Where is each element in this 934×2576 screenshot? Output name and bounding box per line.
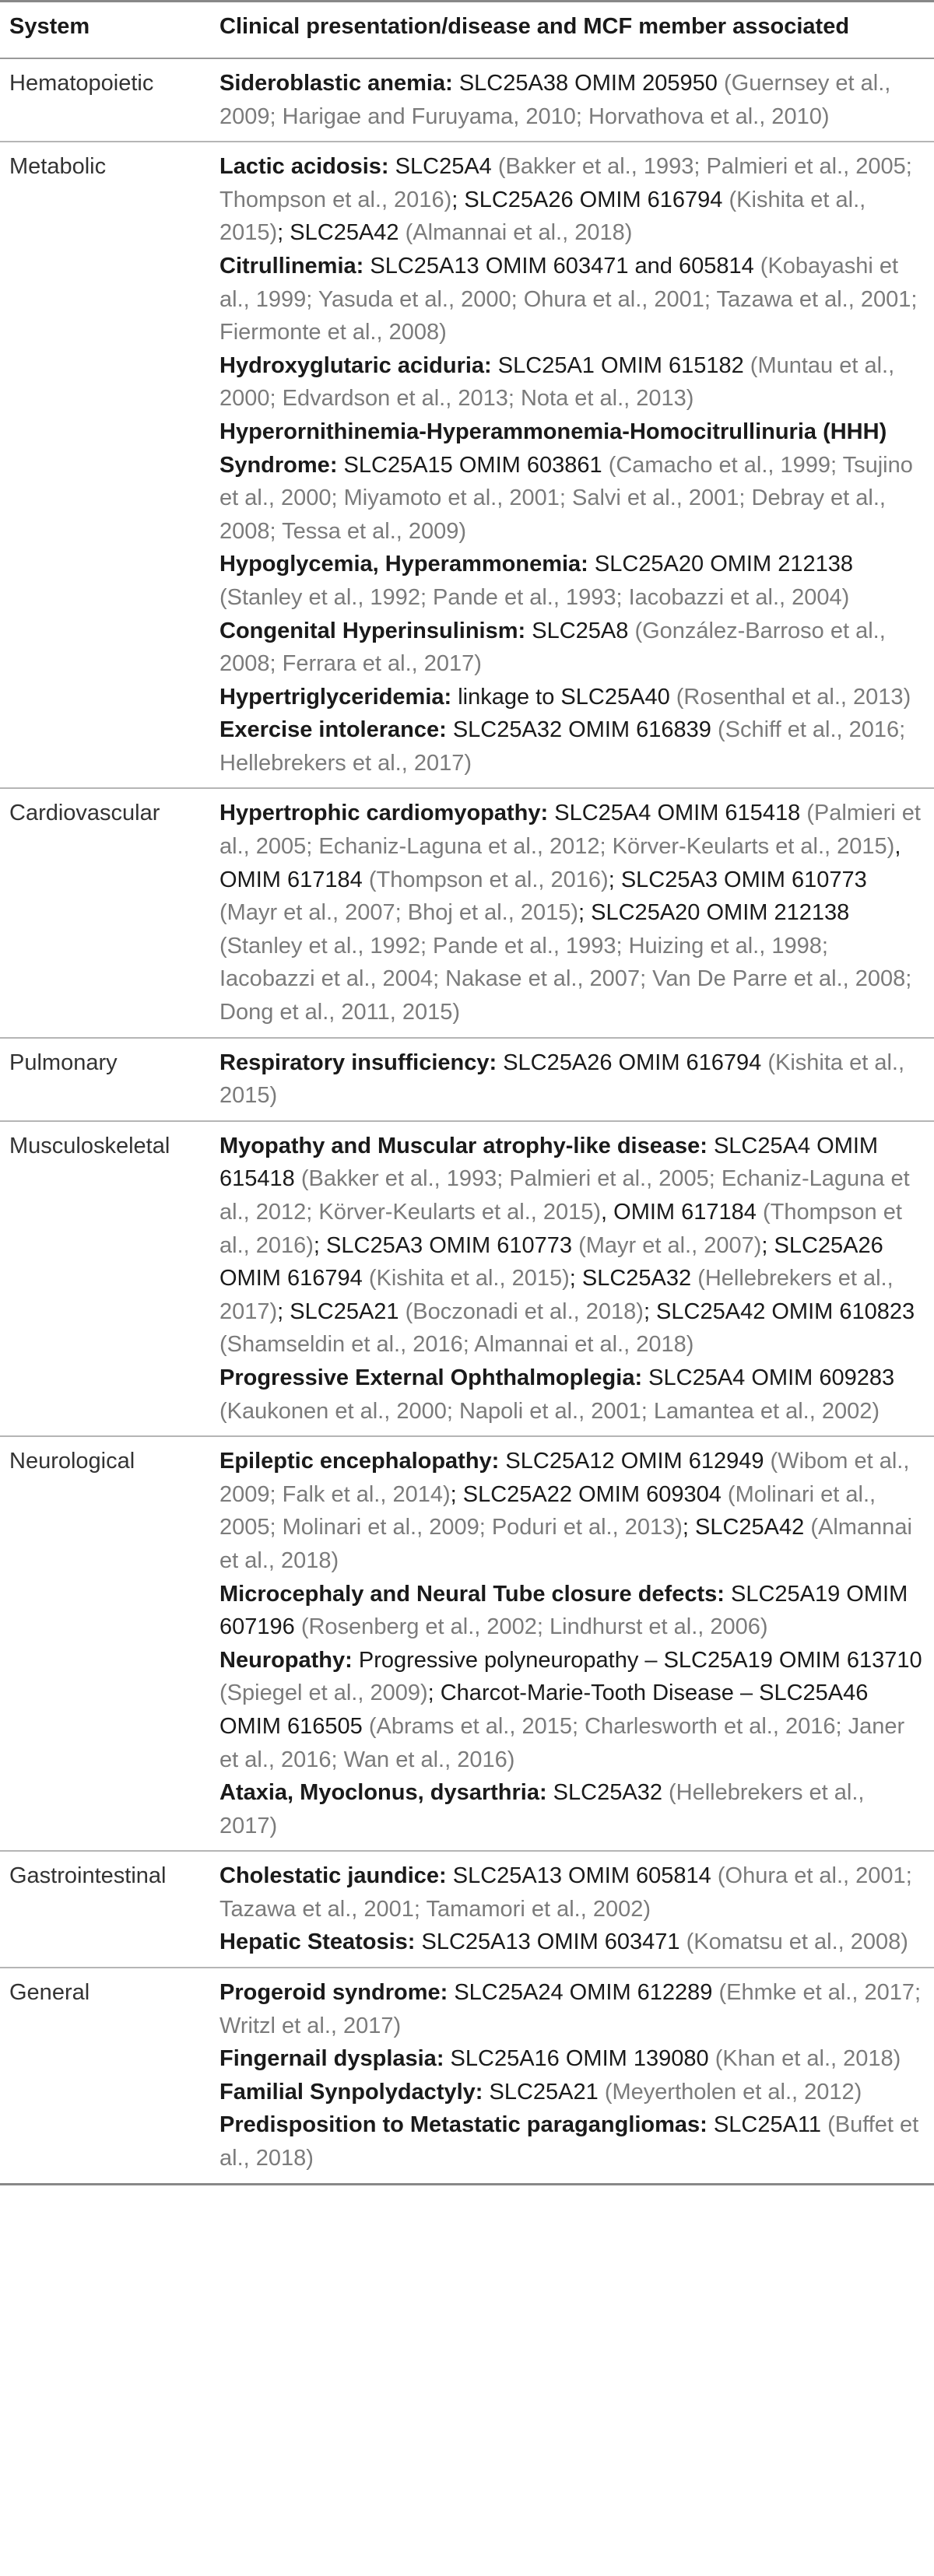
disease-entry	[219, 681, 925, 714]
gene-text: SLC25A8	[525, 618, 635, 643]
gene-text: ; SLC25A26 OMIM 616794	[219, 1232, 883, 1292]
gene-text: SLC25A32 OMIM 616839	[446, 717, 718, 743]
presentation-cell	[210, 1121, 934, 1436]
citation-text: (Palmieri et al., 2005; Echaniz-Laguna et al., 2012; Körver-Keularts et al., 2015)	[219, 801, 921, 860]
disease-name: Progeroid syndrome:	[219, 1980, 448, 2006]
disease-name: Exercise intolerance:	[219, 717, 447, 743]
gene-text: SLC25A24 OMIM 612289	[448, 1980, 719, 2006]
disease-name: Progressive External Ophthalmoplegia:	[219, 1365, 643, 1390]
system-cell: Pulmonary	[0, 1038, 210, 1121]
citation-text: (Kaukonen et al., 2000; Napoli et al., 2001; Lamantea et al., 2002)	[219, 1398, 880, 1424]
gene-text: SLC25A4 OMIM 615418	[548, 801, 807, 826]
gene-text: SLC25A13 OMIM 605814	[446, 1863, 718, 1889]
disease-entry	[219, 1445, 925, 1577]
disease-entry	[219, 713, 925, 780]
citation-text: (Rosenberg et al., 2002; Lindhurst et al., 2006)	[300, 1614, 768, 1640]
disease-entry	[219, 349, 925, 415]
citation-text: (Meyertholen et al., 2012)	[604, 2079, 862, 2105]
system-cell: Neurological	[0, 1436, 210, 1851]
disease-entry	[219, 1644, 925, 1776]
system-cell: Cardiovascular	[0, 788, 210, 1037]
disease-entry	[219, 2108, 925, 2175]
disease-name: Hypertrophic cardiomyopathy:	[219, 801, 549, 826]
gene-text: ; SLC25A3 OMIM 610773	[313, 1232, 579, 1258]
presentation-cell	[210, 142, 934, 788]
gene-text: SLC25A38 OMIM 205950	[452, 71, 724, 96]
gene-text: ; SLC25A32	[569, 1266, 698, 1292]
system-cell: Gastrointestinal	[0, 1851, 210, 1968]
disease-name: Myopathy and Muscular atrophy-like disease:	[219, 1133, 708, 1158]
citation-text: (Almannai et al., 2018)	[405, 220, 633, 246]
table-row	[0, 1968, 934, 2184]
citation-text: (Boczonadi et al., 2018)	[405, 1299, 644, 1324]
disease-name: Ataxia, Myoclonus, dysarthria:	[219, 1780, 547, 1806]
citation-text: (Kishita et al., 2015)	[219, 1050, 905, 1109]
disease-entry	[219, 1362, 925, 1428]
system-cell: Metabolic	[0, 142, 210, 788]
gene-text: SLC25A12 OMIM 612949	[499, 1449, 771, 1474]
citation-text: (Kobayashi et al., 1999; Yasuda et al., 2000; Ohura et al., 2001; Tazawa et al., 2001; Fiermonte et al., 2008)	[219, 253, 918, 345]
citation-text: (Almannai et al., 2018)	[219, 1515, 912, 1573]
gene-text: ; SLC25A20 OMIM 212138	[578, 900, 850, 926]
gene-text: SLC25A20 OMIM 212138	[588, 552, 853, 577]
disease-name: Lactic acidosis:	[219, 154, 389, 180]
gene-text: SLC25A11	[707, 2112, 828, 2138]
gene-text: , OMIM 617184	[601, 1200, 763, 1225]
presentation-cell	[210, 1851, 934, 1968]
gene-text: SLC25A4	[388, 154, 498, 180]
citation-text: (Mayr et al., 2007; Bhoj et al., 2015)	[219, 900, 579, 926]
system-cell: Hematopoietic	[0, 58, 210, 142]
citation-text: (Khan et al., 2018)	[715, 2046, 901, 2072]
citation-text: (Buffet et al., 2018)	[219, 2112, 919, 2171]
citation-text: (Kishita et al., 2015)	[219, 187, 866, 246]
gene-text: SLC25A13 OMIM 603471 and 605814	[363, 253, 760, 279]
gene-text: ; SLC25A42	[277, 220, 406, 246]
disease-name: Familial Synpolydactyly:	[219, 2079, 483, 2105]
disease-name: Hepatic Steatosis:	[219, 1929, 416, 1955]
gene-text: ; SLC25A42	[682, 1515, 811, 1540]
citation-text: (Ehmke et al., 2017; Writzl et al., 2017)	[219, 1980, 922, 2038]
disease-name: Hypertriglyceridemia:	[219, 684, 452, 710]
citation-text: (Bakker et al., 1993; Palmieri et al., 2005; Echaniz-Laguna et al., 2012; Körver-Keularts et al., 2015)	[219, 1166, 910, 1225]
header-system: System	[0, 2, 210, 59]
disease-entry	[219, 2076, 925, 2109]
disease-name: Sideroblastic anemia:	[219, 71, 453, 96]
citation-text: (Molinari et al., 2005; Molinari et al., 2009; Poduri et al., 2013)	[219, 1481, 876, 1540]
citation-text: (Bakker et al., 1993; Palmieri et al., 2005; Thompson et al., 2016)	[219, 154, 912, 212]
citation-text: (Hellebrekers et al., 2017)	[219, 1266, 894, 1324]
citation-text: (Stanley et al., 1992; Pande et al., 1993; Huizing et al., 1998; Iacobazzi et al., 2004; Nakase et al., 2007; Van De Parre et al., 2008; Dong et al., 2011, 2015)	[219, 933, 912, 1025]
table-row	[0, 1121, 934, 1436]
citation-text: (Schiff et al., 2016; Hellebrekers et al., 2017)	[219, 717, 906, 776]
disease-entry	[219, 1926, 925, 1959]
disease-entry	[219, 150, 925, 250]
citation-text: (Muntau et al., 2000; Edvardson et al., 2013; Nota et al., 2013)	[219, 352, 895, 412]
system-cell: General	[0, 1968, 210, 2184]
citation-text: (Hellebrekers et al., 2017)	[219, 1780, 865, 1838]
table-row	[0, 1851, 934, 1968]
gene-text: ; SLC25A42 OMIM 610823	[643, 1299, 915, 1324]
gene-text: , OMIM 617184	[219, 834, 901, 892]
disease-entry	[219, 250, 925, 349]
disease-entry	[219, 67, 925, 133]
citation-text: (Rosenthal et al., 2013)	[676, 684, 911, 710]
citation-text: (Spiegel et al., 2009)	[219, 1681, 428, 1706]
citation-text: (Kishita et al., 2015)	[368, 1266, 570, 1292]
table-header-row	[0, 2, 934, 59]
presentation-cell	[210, 58, 934, 142]
gene-text: ; SLC25A3 OMIM 610773	[608, 867, 867, 892]
citation-text: (Thompson et al., 2016)	[368, 867, 609, 892]
disease-entry	[219, 1859, 925, 1926]
gene-text: SLC25A4 OMIM 609283	[642, 1365, 895, 1390]
disease-entry	[219, 415, 925, 548]
presentation-cell	[210, 1038, 934, 1121]
citation-text: (Wibom et al., 2009; Falk et al., 2014)	[219, 1449, 910, 1507]
disease-entry	[219, 1046, 925, 1113]
gene-text: SLC25A13 OMIM 603471	[415, 1929, 686, 1955]
citation-text: (Guernsey et al., 2009; Harigae and Furuyama, 2010; Horvathova et al., 2010)	[219, 71, 891, 129]
citation-text: (González-Barroso et al., 2008; Ferrara et al., 2017)	[219, 618, 886, 677]
table-row	[0, 1038, 934, 1121]
citation-text: (Stanley et al., 1992; Pande et al., 1993; Iacobazzi et al., 2004)	[219, 584, 850, 610]
citation-text: (Komatsu et al., 2008)	[686, 1929, 908, 1955]
disease-entry	[219, 1130, 925, 1362]
header-presentation: Clinical presentation/disease and MCF member associated	[210, 2, 934, 59]
table-row	[0, 788, 934, 1037]
disease-name: Epileptic encephalopathy:	[219, 1449, 500, 1474]
system-cell: Musculoskeletal	[0, 1121, 210, 1436]
gene-text: Progressive polyneuropathy – SLC25A19 OMIM 613710	[352, 1647, 922, 1673]
disease-entry	[219, 1776, 925, 1842]
disease-name: Cholestatic jaundice:	[219, 1863, 447, 1889]
citation-text: (Thompson et al., 2016)	[219, 1200, 902, 1258]
table-body	[0, 58, 934, 2184]
presentation-cell	[210, 788, 934, 1037]
disease-name: Congenital Hyperinsulinism:	[219, 618, 526, 643]
gene-text: SLC25A21	[483, 2079, 605, 2105]
disease-name: Hyperornithinemia-Hyperammonemia-Homocitrullinuria (HHH) Syndrome:	[219, 419, 887, 478]
gene-text: SLC25A32	[546, 1780, 669, 1806]
table-row	[0, 58, 934, 142]
gene-text: SLC25A4 OMIM 615418	[219, 1133, 879, 1192]
disease-name: Citrullinemia:	[219, 253, 364, 279]
gene-text: ; SLC25A22 OMIM 609304	[450, 1481, 728, 1507]
gene-text: SLC25A19 OMIM 607196	[219, 1581, 908, 1640]
table-row	[0, 142, 934, 788]
citation-text: (Abrams et al., 2015; Charlesworth et al., 2016; Janer et al., 2016; Wan et al., 2016)	[219, 1713, 905, 1772]
disease-name: Hydroxyglutaric aciduria:	[219, 352, 492, 378]
disease-name: Neuropathy:	[219, 1647, 353, 1673]
citation-text: (Shamseldin et al., 2016; Almannai et al., 2018)	[219, 1332, 694, 1358]
gene-text: SLC25A15 OMIM 603861	[337, 452, 609, 478]
gene-text: linkage to SLC25A40	[451, 684, 676, 710]
citation-text: (Ohura et al., 2001; Tazawa et al., 2001; Tamamori et al., 2002)	[219, 1863, 912, 1922]
disease-entry	[219, 615, 925, 681]
disease-entry	[219, 797, 925, 1029]
gene-text: ; SLC25A21	[277, 1299, 406, 1324]
disease-name: Microcephaly and Neural Tube closure defects:	[219, 1581, 725, 1607]
disease-entry	[219, 1578, 925, 1644]
citation-text: (Camacho et al., 1999; Tsujino et al., 2000; Miyamoto et al., 2001; Salvi et al., 2001; Debray et al., 2008; Tessa et al., 2009)	[219, 452, 913, 544]
disease-entry	[219, 1976, 925, 2042]
gene-text: ; SLC25A26 OMIM 616794	[451, 187, 729, 212]
presentation-cell	[210, 1968, 934, 2184]
table-row	[0, 1436, 934, 1851]
disease-entry	[219, 2042, 925, 2076]
disease-name: Hypoglycemia, Hyperammonemia:	[219, 552, 588, 577]
disease-name: Predisposition to Metastatic paragangliomas:	[219, 2112, 708, 2138]
disease-name: Fingernail dysplasia:	[219, 2046, 444, 2072]
gene-text: SLC25A16 OMIM 139080	[444, 2046, 715, 2072]
citation-text: (Mayr et al., 2007)	[578, 1232, 762, 1258]
presentation-cell	[210, 1436, 934, 1851]
gene-text: ; Charcot-Marie-Tooth Disease – SLC25A46 OMIM 616505	[219, 1681, 869, 1739]
disease-name: Respiratory insufficiency:	[219, 1050, 497, 1075]
gene-text: SLC25A26 OMIM 616794	[497, 1050, 768, 1075]
disease-entry	[219, 548, 925, 614]
gene-text: SLC25A1 OMIM 615182	[491, 352, 750, 378]
